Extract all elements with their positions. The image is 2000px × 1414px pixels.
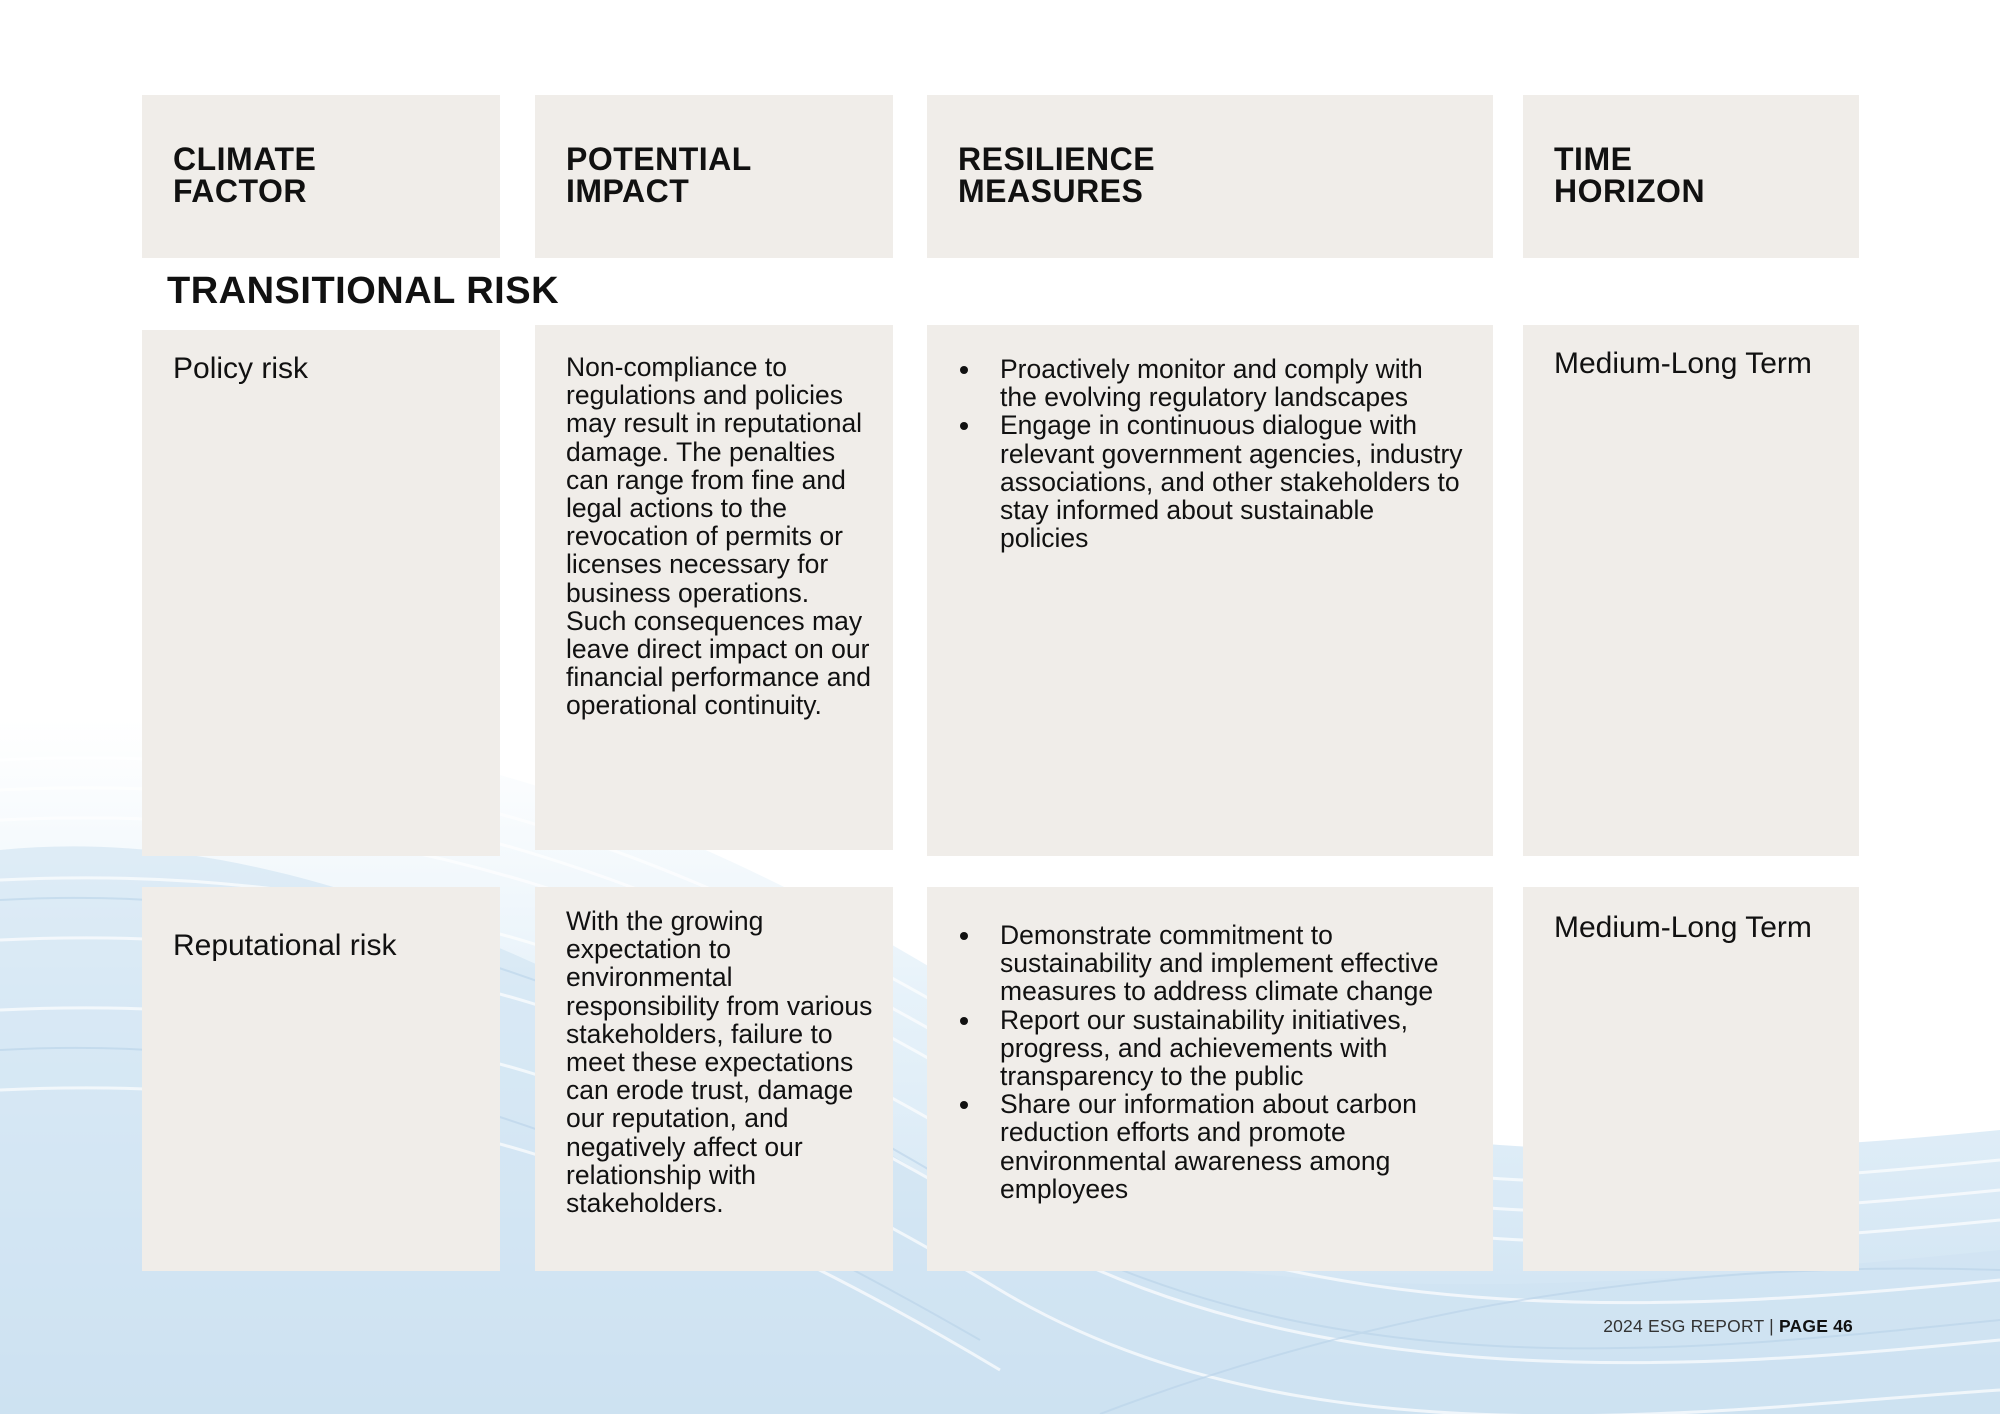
factor-label: Reputational risk [173,929,397,962]
measure-item: Share our information about carbon reduction efforts and promote environmental awareness among employees [958,1090,1463,1203]
header-climate-factor-line1: CLIMATE [173,141,317,177]
measure-item: Proactively monitor and comply with the evolving regulatory landscapes [958,355,1463,411]
factor-cell-reputational-risk [142,887,500,1271]
measure-item: Report our sustainability initiatives, progress, and achievements with transparency to the public [958,1006,1463,1091]
measures-cell-policy-risk [927,325,1493,856]
impact-text: With the growing expectation to environmental responsibility from various stakeholders, failure to meet these expectations can erode trust, damage our reputation, and negatively affect our relationship with stakeholders. [566,906,873,1219]
header-time-horizon-line2: HORIZON [1554,173,1706,209]
time-cell-policy-risk [1523,325,1859,856]
factor-cell-policy-risk [142,330,500,856]
header-time-horizon-line1: TIME [1554,141,1633,177]
measures-list [958,355,1463,552]
footer-separator: | [1769,1316,1774,1336]
impact-text: Non-compliance to regulations and policies may result in reputational damage. The penalties can range from fine and legal actions to the revocation of permits or licenses necessary for business operations. Such consequences may leave direct impact on our financial performance and operational continuity. [566,352,871,721]
header-resilience-measures [927,95,1493,258]
header-climate-factor-line2: FACTOR [173,173,307,209]
measure-item: Engage in continuous dialogue with relevant government agencies, industry associations, and other stakeholders to stay informed about sustainable policies [958,411,1463,552]
header-potential-impact-line2: IMPACT [566,173,690,209]
header-resilience-measures-line1: RESILIENCE [958,141,1156,177]
measure-item: Demonstrate commitment to sustainability and implement effective measures to address climate change [958,921,1463,1006]
page-footer [1603,1316,1853,1337]
time-horizon-value: Medium-Long Term [1554,347,1812,380]
section-title: TRANSITIONAL RISK [167,270,560,312]
time-cell-reputational-risk [1523,887,1859,1271]
time-horizon-value: Medium-Long Term [1554,911,1812,944]
impact-cell-policy-risk [535,325,893,850]
header-potential-impact [535,95,893,258]
header-time-horizon [1523,95,1859,258]
measures-list [958,921,1463,1203]
measures-cell-reputational-risk [927,887,1493,1271]
footer-page-number: PAGE 46 [1778,1316,1853,1336]
header-resilience-measures-line2: MEASURES [958,173,1144,209]
footer-report-label: 2024 ESG REPORT [1603,1316,1765,1336]
header-climate-factor [142,95,500,258]
header-potential-impact-line1: POTENTIAL [566,141,752,177]
impact-cell-reputational-risk [535,887,893,1271]
factor-label: Policy risk [173,352,309,385]
